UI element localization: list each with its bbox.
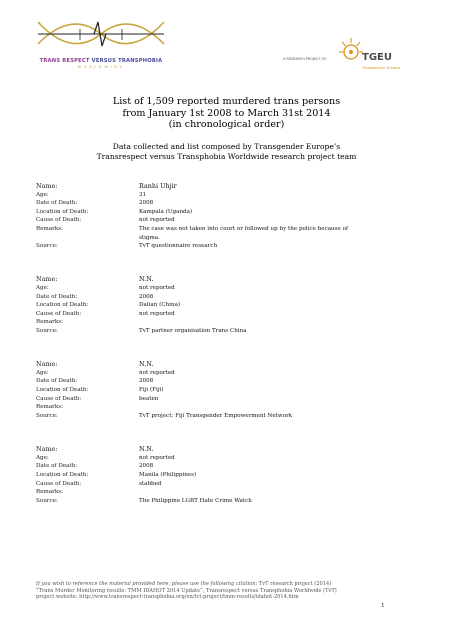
record-row-cause: Cause of Death: beaten	[36, 395, 159, 402]
citation-url[interactable]: project website: http://www.transrespect-transphobia.org/en/tvt-project/tmm-results/idahot-2014.htm	[36, 594, 299, 601]
victim-records	[36, 182, 416, 530]
record-row-age: Age: not reported	[36, 285, 175, 292]
record-row-location: Location of Death: Kampala (Uganda)	[36, 208, 193, 215]
record-row-location: Location of Death: Dalian (China)	[36, 302, 181, 309]
victim-record	[36, 445, 416, 505]
record-row-name: Name: N.N.	[36, 360, 154, 369]
record-row-remarks: Remarks:	[36, 404, 63, 411]
tgeu-name: TGEU	[362, 52, 392, 63]
tvt-emblem-icon	[36, 14, 166, 56]
record-row-location: Location of Death: Manila (Philippines)	[36, 471, 197, 478]
record-row-source: Source: TvT project: Fiji Transgender Empowerment Network	[36, 412, 293, 419]
tgeu-logo	[338, 36, 401, 76]
record-row-date: Date of Death: 2008	[36, 200, 154, 207]
citation-footer	[36, 581, 406, 601]
tvt-worldwide: WORLDWIDE	[77, 65, 125, 69]
citation-line: “Trans Murder Monitoring results: TMM IDAHOT 2014 Update”, Transrespect versus Transphobia Worldwide (TvT)	[36, 587, 337, 594]
page-number: 1	[381, 603, 385, 609]
title-line: (in chronological order)	[168, 119, 285, 131]
record-row-name: Name: Ranhi Uhjir	[36, 182, 177, 190]
record-row-remarks: Remarks: The case was not taken into court or followed up by the police because of stigma.	[36, 225, 349, 241]
title-line: from January 1st 2008 to March 31st 2014	[122, 107, 331, 119]
document-subtitle	[40, 142, 413, 161]
record-row-cause: Cause of Death: stabbed	[36, 480, 162, 487]
record-row-location: Location of Death: Fiji (Fiji)	[36, 387, 164, 394]
record-row-source: Source: TvT partner organisation Trans China	[36, 328, 247, 334]
record-row-remarks: Remarks:	[36, 489, 63, 496]
tvt-wordmark: TRANS RESPECT VERSUS TRANSPHOBIA	[39, 58, 163, 64]
victim-record	[36, 360, 416, 420]
record-row-date: Date of Death: 2008	[36, 293, 154, 300]
record-row-source: Source: TvT questionnaire research	[36, 243, 218, 250]
record-row-age: Age: not reported	[36, 369, 175, 376]
subtitle-line: Data collected and list composed by Transgender Europe’s	[112, 142, 341, 151]
record-row-name: Name: N.N.	[36, 445, 154, 454]
record-row-remarks: Remarks:	[36, 319, 63, 326]
record-row-age: Age: 31	[36, 191, 147, 198]
record-row-cause: Cause of Death: not reported	[36, 310, 175, 317]
record-row-date: Date of Death: 2008	[36, 378, 154, 385]
tgeu-subtitle: Transgender Europe	[362, 65, 401, 70]
record-row-name: Name: N.N.	[36, 275, 154, 284]
record-row-age: Age: not reported	[36, 454, 175, 461]
record-row-date: Date of Death: 2008	[36, 463, 154, 470]
record-row-cause: Cause of Death: not reported	[36, 217, 175, 224]
title-line: List of 1,509 reported murdered trans persons	[112, 96, 341, 107]
document-title	[60, 96, 393, 131]
victim-record	[36, 275, 416, 335]
subtitle-line: Transrespect versus Transphobia Worldwide research project team	[96, 151, 357, 161]
project-of-label: A RESEARCH PROJECT OF:	[283, 57, 327, 61]
victim-record	[36, 182, 416, 251]
citation-line: If you wish to reference the material provided here, please use the following citation: TvT research project (2014)	[36, 581, 332, 587]
tvt-logo	[26, 14, 176, 68]
record-row-source: Source: The Philippine LGBT Hate Crime Watch	[36, 497, 252, 504]
tgeu-star-icon	[338, 36, 364, 64]
